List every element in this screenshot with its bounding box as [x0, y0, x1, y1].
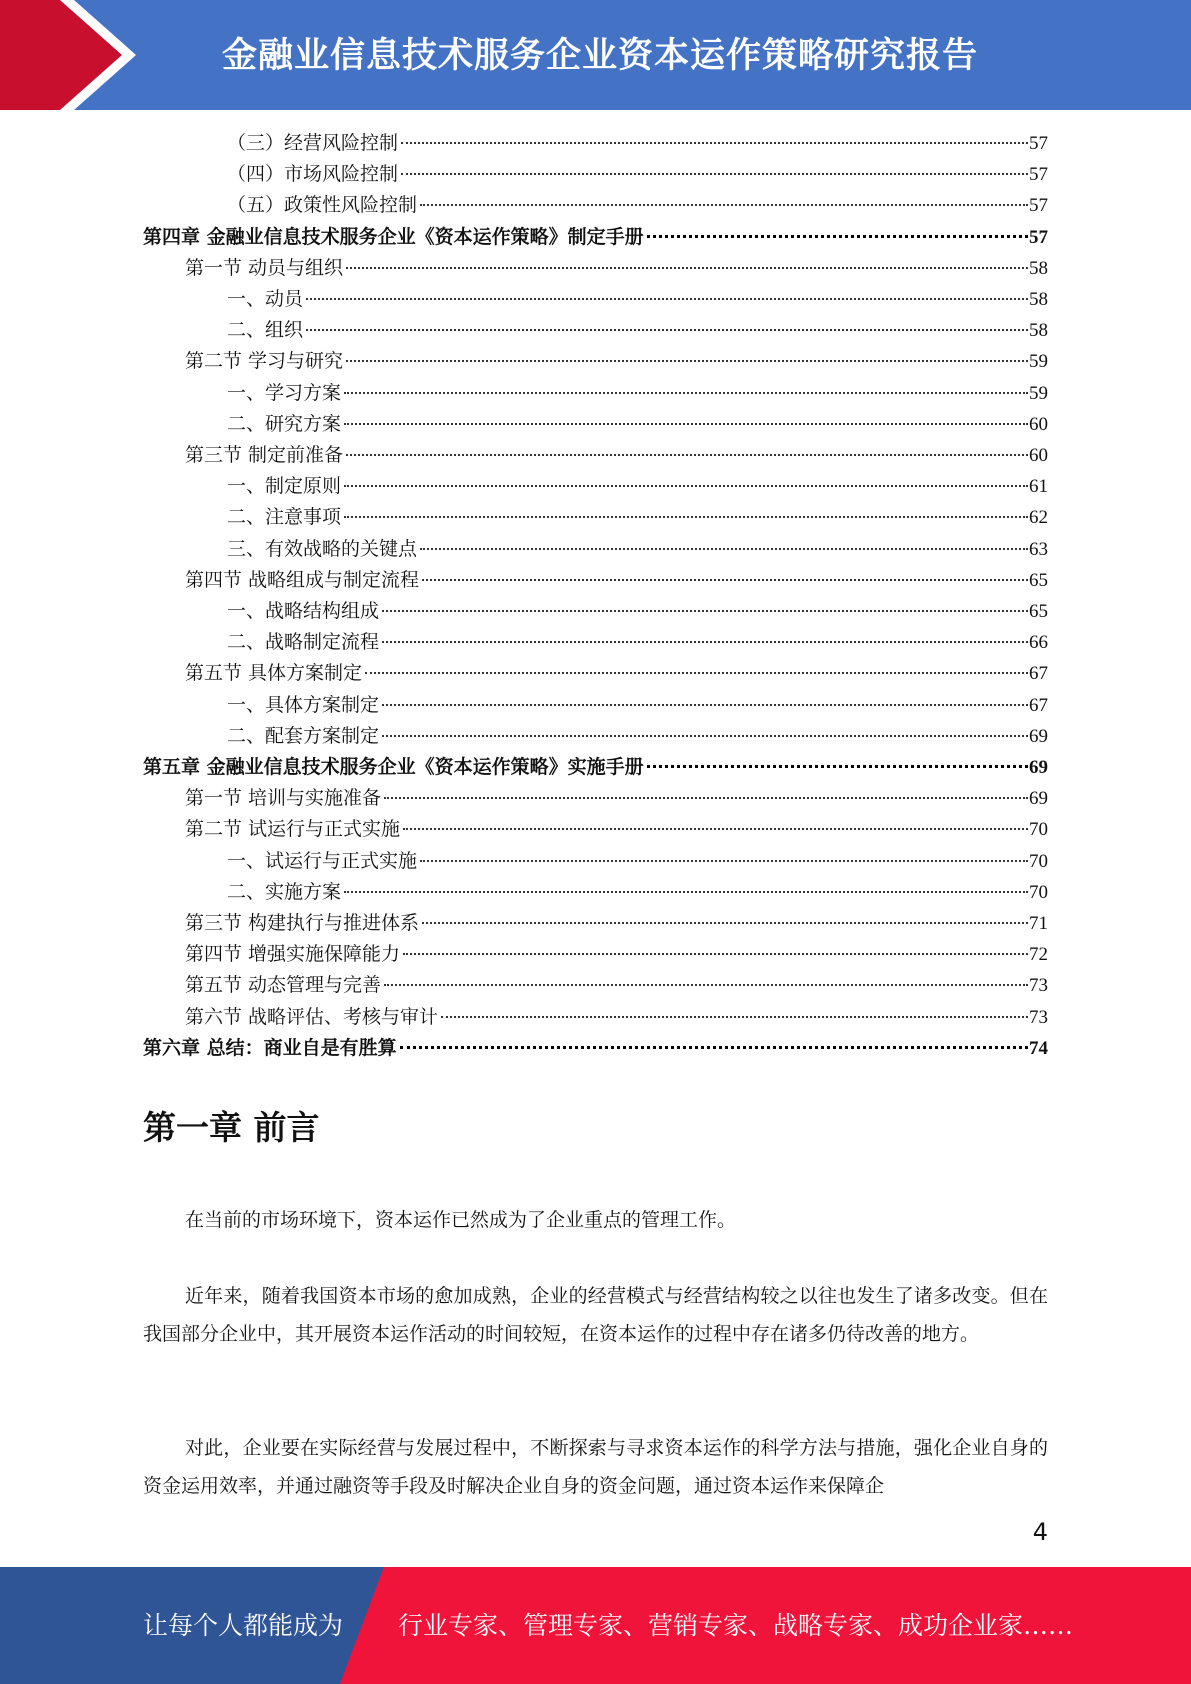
toc-leader-dots	[346, 360, 1028, 362]
page-number: 4	[1032, 1518, 1048, 1546]
toc-entry-label: 一、学习方案	[227, 382, 342, 404]
toc-entry-page: 67	[1029, 663, 1048, 684]
toc-entry-label: 二、组织	[227, 319, 304, 341]
toc-entry[interactable]	[185, 565, 1048, 596]
toc-leader-dots	[306, 329, 1028, 331]
toc-leader-dots	[401, 173, 1028, 175]
toc-entry[interactable]	[227, 190, 1048, 221]
toc-entry-label: 第一节 动员与组织	[185, 257, 344, 279]
toc-entry-page: 65	[1029, 570, 1048, 591]
toc-entry-page: 63	[1029, 539, 1048, 560]
toc-entry-page: 71	[1029, 913, 1048, 934]
toc-chapter-entry[interactable]	[143, 1033, 1048, 1064]
toc-entry-label: 一、动员	[227, 288, 304, 310]
toc-entry-page: 66	[1029, 632, 1048, 653]
toc-entry[interactable]	[185, 253, 1048, 284]
toc-entry-label: 第六节 战略评估、考核与审计	[185, 1006, 439, 1028]
toc-entry-label: 一、制定原则	[227, 475, 342, 497]
toc-leader-dots	[400, 1046, 1028, 1049]
toc-entry[interactable]	[227, 721, 1048, 752]
toc-entry-page: 59	[1029, 351, 1048, 372]
toc-leader-dots	[441, 1016, 1028, 1018]
toc-leader-dots	[647, 765, 1028, 768]
toc-entry[interactable]	[227, 627, 1048, 658]
toc-leader-dots	[344, 392, 1028, 394]
toc-entry[interactable]	[185, 939, 1048, 970]
toc-entry[interactable]	[185, 908, 1048, 939]
toc-entry-page: 72	[1029, 944, 1048, 965]
toc-entry-label: 第一节 培训与实施准备	[185, 787, 382, 809]
toc-entry[interactable]	[227, 471, 1048, 502]
toc-entry-label: 第二节 学习与研究	[185, 350, 344, 372]
toc-entry-label: 第四章 金融业信息技术服务企业《资本运作策略》制定手册	[143, 226, 644, 248]
toc-leader-dots	[647, 235, 1028, 238]
toc-entry-page: 65	[1029, 601, 1048, 622]
toc-entry-label: 二、战略制定流程	[227, 631, 380, 653]
toc-leader-dots	[382, 735, 1028, 737]
toc-leader-dots	[420, 860, 1028, 862]
toc-entry-label: 二、注意事项	[227, 506, 342, 528]
toc-entry-page: 69	[1029, 726, 1048, 747]
toc-entry[interactable]	[185, 970, 1048, 1001]
toc-entry-page: 60	[1029, 445, 1048, 466]
header-banner	[0, 0, 1191, 110]
toc-entry-label: 第五章 金融业信息技术服务企业《资本运作策略》实施手册	[143, 756, 644, 778]
toc-chapter-entry[interactable]	[143, 222, 1048, 253]
toc-entry[interactable]	[227, 159, 1048, 190]
toc-entry-page: 69	[1029, 757, 1048, 778]
toc-leader-dots	[306, 298, 1028, 300]
chapter-heading: 第一章 前言	[143, 1108, 320, 1147]
toc-entry-page: 57	[1029, 227, 1048, 248]
toc-entry[interactable]	[185, 814, 1048, 845]
toc-entry[interactable]	[185, 346, 1048, 377]
toc-leader-dots	[382, 610, 1028, 612]
toc-leader-dots	[344, 423, 1028, 425]
toc-entry[interactable]	[185, 658, 1048, 689]
toc-entry-label: 第二节 试运行与正式实施	[185, 818, 401, 840]
toc-entry[interactable]	[227, 284, 1048, 315]
toc-entry[interactable]	[227, 502, 1048, 533]
toc-entry-label: 第四节 增强实施保障能力	[185, 943, 401, 965]
toc-entry[interactable]	[227, 315, 1048, 346]
toc-entry-page: 70	[1029, 882, 1048, 903]
toc-leader-dots	[422, 579, 1028, 581]
toc-entry-page: 62	[1029, 507, 1048, 528]
toc-leader-dots	[420, 204, 1028, 206]
toc-entry-label: 二、实施方案	[227, 881, 342, 903]
toc-leader-dots	[382, 704, 1028, 706]
toc-entry-label: 第三节 制定前准备	[185, 444, 344, 466]
toc-entry[interactable]	[227, 128, 1048, 159]
toc-entry-page: 57	[1029, 195, 1048, 216]
toc-entry-label: 第五节 具体方案制定	[185, 662, 363, 684]
toc-entry-page: 57	[1029, 164, 1048, 185]
toc-entry[interactable]	[227, 409, 1048, 440]
toc-entry-label: （三）经营风险控制	[227, 132, 399, 154]
toc-entry[interactable]	[185, 1002, 1048, 1033]
paragraph: 近年来，随着我国资本市场的愈加成熟，企业的经营模式与经营结构较之以往也发生了诸多改变。但在我国部分企业中，其开展资本运作活动的时间较短，在资本运作的过程中存在诸多仍待改善的地方。	[143, 1285, 1048, 1345]
paragraph: 对此，企业要在实际经营与发展过程中，不断探索与寻求资本运作的科学方法与措施，强化企业自身的资金运用效率，并通过融资等手段及时解决企业自身的资金问题，通过资本运作来保障企	[143, 1437, 1048, 1497]
report-title: 金融业信息技术服务企业资本运作策略研究报告	[222, 36, 979, 76]
toc-entry-label: （五）政策性风险控制	[227, 194, 418, 216]
toc-entry-page: 70	[1029, 851, 1048, 872]
toc-leader-dots	[403, 828, 1028, 830]
footer-slogan-left: 让每个人都能成为	[143, 1611, 344, 1640]
toc-entry-page: 58	[1029, 289, 1048, 310]
toc-leader-dots	[384, 984, 1028, 986]
toc-leader-dots	[422, 922, 1028, 924]
toc-entry[interactable]	[185, 783, 1048, 814]
toc-leader-dots	[420, 548, 1028, 550]
toc-entry-label: 一、具体方案制定	[227, 694, 380, 716]
toc-entry-label: 第五节 动态管理与完善	[185, 974, 382, 996]
toc-entry[interactable]	[227, 596, 1048, 627]
toc-entry-label: 一、战略结构组成	[227, 600, 380, 622]
footer-slogan-right: 行业专家、管理专家、营销专家、战略专家、成功企业家……	[398, 1611, 1074, 1640]
toc-entry-label: （四）市场风险控制	[227, 163, 399, 185]
toc-entry[interactable]	[227, 378, 1048, 409]
toc-entry[interactable]	[227, 877, 1048, 908]
toc-leader-dots	[344, 516, 1028, 518]
toc-entry-label: 第四节 战略组成与制定流程	[185, 569, 420, 591]
toc-entry[interactable]	[227, 690, 1048, 721]
toc-entry-label: 二、研究方案	[227, 413, 342, 435]
toc-entry-label: 一、试运行与正式实施	[227, 850, 418, 872]
toc-leader-dots	[401, 142, 1028, 144]
toc-leader-dots	[344, 485, 1028, 487]
toc-chapter-entry[interactable]	[143, 752, 1048, 783]
toc-entry[interactable]	[185, 440, 1048, 471]
toc-leader-dots	[382, 641, 1028, 643]
toc-leader-dots	[346, 454, 1028, 456]
toc-leader-dots	[344, 891, 1028, 893]
toc-entry[interactable]	[227, 846, 1048, 877]
chevron-arrow-icon	[0, 0, 150, 110]
toc-entry-page: 60	[1029, 414, 1048, 435]
footer-banner	[0, 1567, 1191, 1684]
toc-entry-page: 74	[1029, 1038, 1048, 1059]
toc-entry-label: 第六章 总结：商业自是有胜算	[143, 1037, 397, 1059]
toc-entry-page: 73	[1029, 975, 1048, 996]
toc-entry-page: 57	[1029, 133, 1048, 154]
toc-entry-label: 第三节 构建执行与推进体系	[185, 912, 420, 934]
toc-leader-dots	[365, 672, 1028, 674]
toc-entry-label: 三、有效战略的关键点	[227, 538, 418, 560]
toc-entry[interactable]	[227, 534, 1048, 565]
toc-entry-label: 二、配套方案制定	[227, 725, 380, 747]
toc-entry-page: 73	[1029, 1007, 1048, 1028]
toc-entry-page: 58	[1029, 258, 1048, 279]
toc-leader-dots	[384, 797, 1028, 799]
toc-entry-page: 59	[1029, 383, 1048, 404]
toc-leader-dots	[346, 267, 1028, 269]
toc-entry-page: 69	[1029, 788, 1048, 809]
toc-entry-page: 61	[1029, 476, 1048, 497]
toc-entry-page: 70	[1029, 819, 1048, 840]
toc-entry-page: 58	[1029, 320, 1048, 341]
toc-leader-dots	[403, 953, 1028, 955]
paragraph: 在当前的市场环境下，资本运作已然成为了企业重点的管理工作。	[185, 1209, 737, 1231]
toc-entry-page: 67	[1029, 695, 1048, 716]
